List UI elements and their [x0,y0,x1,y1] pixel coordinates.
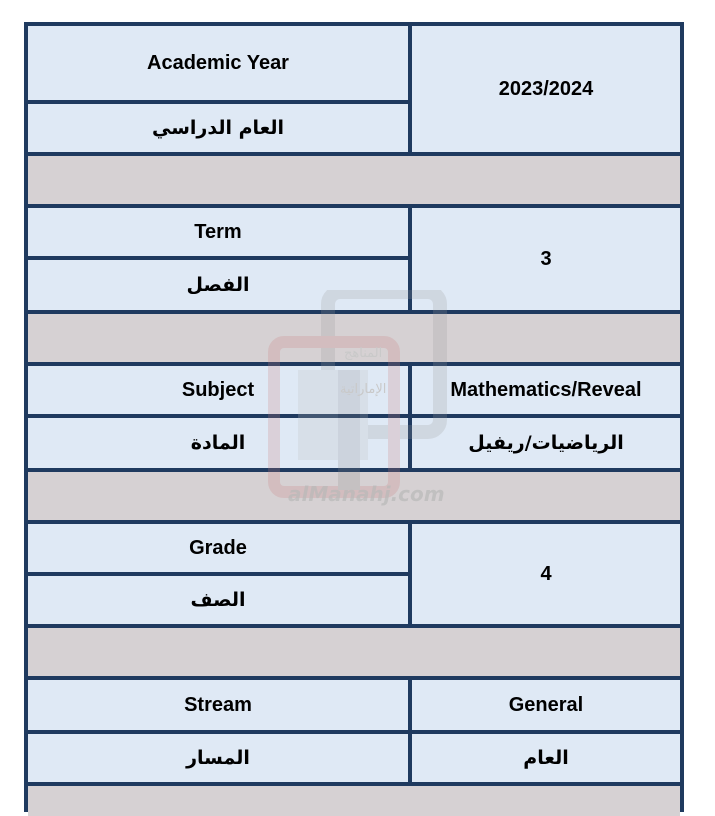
watermark-logo-text-top: المناهج [344,346,383,361]
row-separator [28,472,680,520]
grade-label-en: Grade [28,524,408,572]
academic-year-label-ar: العام الدراسي [28,104,408,152]
subject-label-ar: المادة [28,418,408,468]
subject-label-en: Subject [28,366,408,414]
grade-value: 4 [412,524,680,624]
stream-label-ar: المسار [28,734,408,782]
row-separator [28,314,680,362]
info-table [24,22,684,812]
academic-year-value: 2023/2024 [412,26,680,152]
watermark-logo-text-bottom: الإماراتية [340,382,387,397]
grade-label-ar: الصف [28,576,408,624]
stream-value-en: General [412,680,680,730]
subject-value-ar: الرياضيات/ريفيل [412,418,680,468]
term-value: 3 [412,208,680,310]
row-separator [28,786,680,816]
term-label-ar: الفصل [28,260,408,310]
stream-value-ar: العام [412,734,680,782]
row-separator [28,156,680,204]
row-separator [28,628,680,676]
watermark-text: alManahj.com [288,482,445,506]
stream-label-en: Stream [28,680,408,730]
academic-year-label-en: Academic Year [28,26,408,100]
term-label-en: Term [28,208,408,256]
subject-value-en: Mathematics/Reveal [412,366,680,414]
